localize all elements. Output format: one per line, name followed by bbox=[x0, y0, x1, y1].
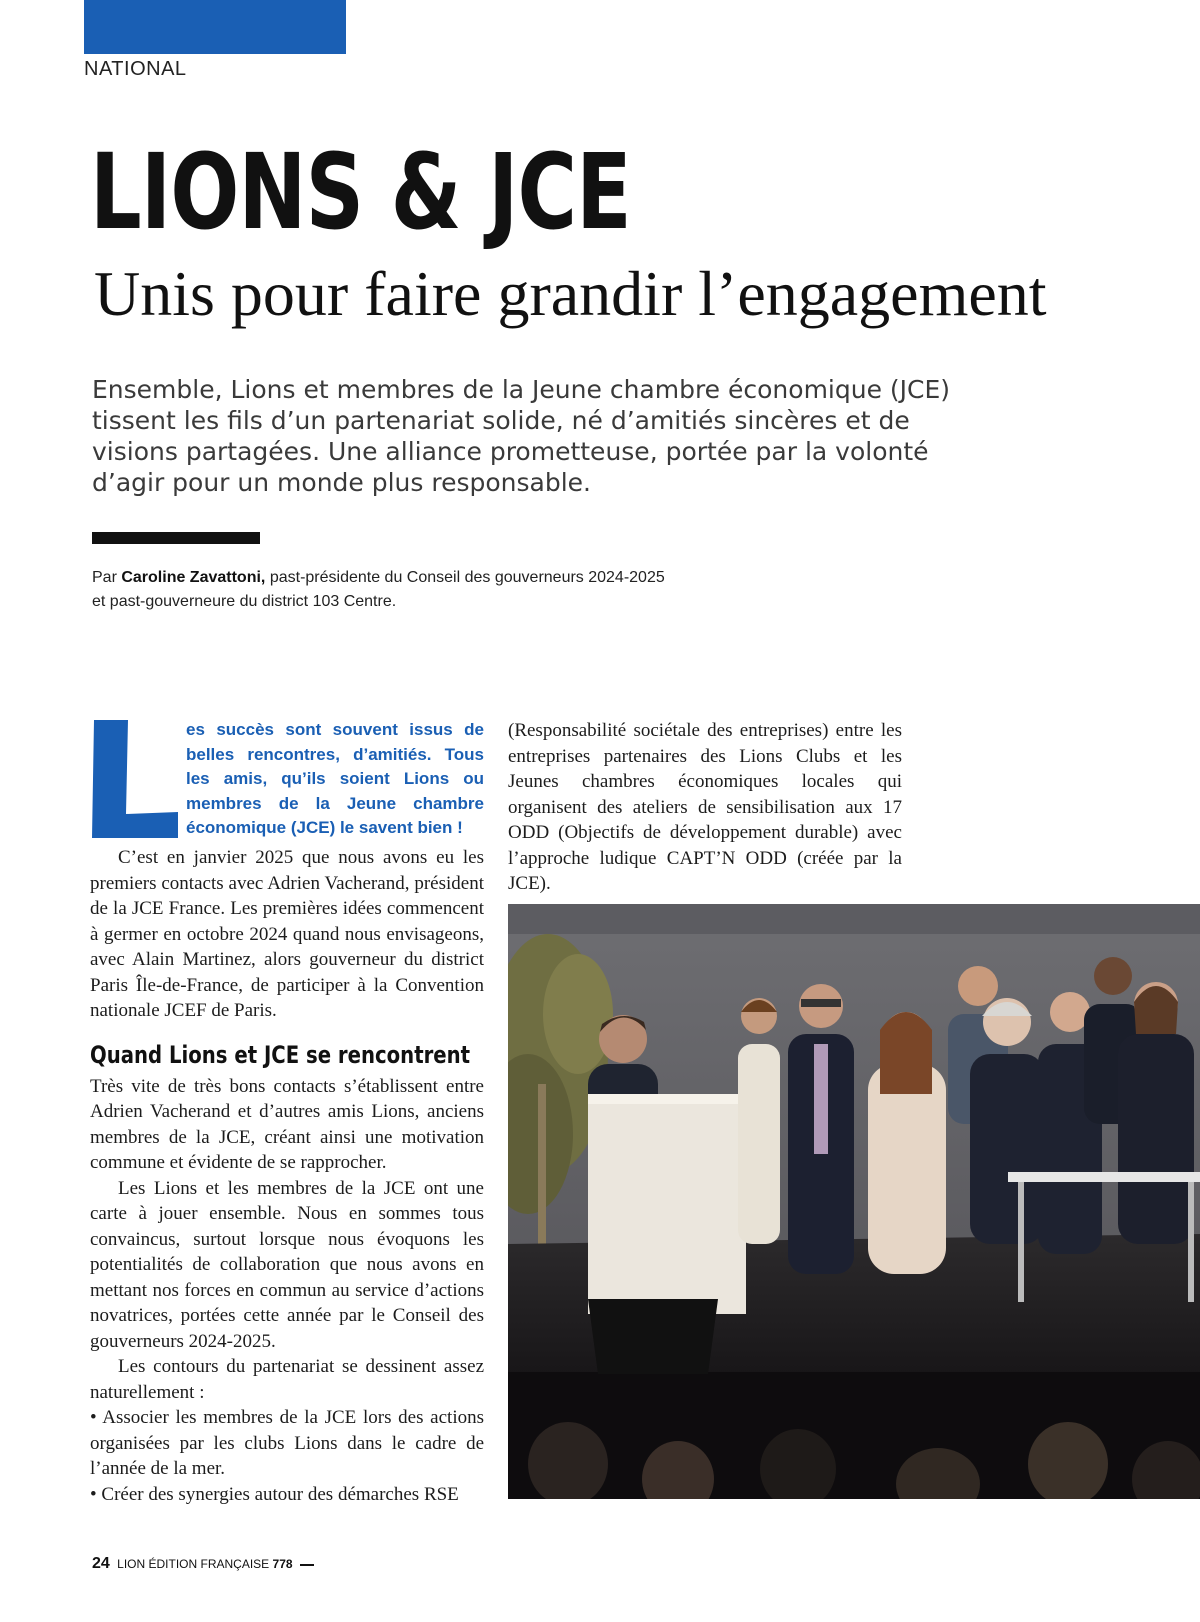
bullet-item: • Associer les membres de la JCE lors des actions organisées par les clubs Lions dans le cadre de l’année de la mer. bbox=[90, 1407, 484, 1479]
byline-rule bbox=[92, 532, 260, 544]
section-label: NATIONAL bbox=[84, 58, 187, 80]
body-paragraph: Les Lions et les membres de la JCE ont une carte à jouer ensemble. Nous en sommes tous convaincus, surtout lorsque nous évoquons les potentialités de collaboration que nous avons en mettant nos forces en commun au service d’actions novatrices, portées cette année par le Conseil des gouverneurs 2024-2025. bbox=[90, 1177, 484, 1352]
byline bbox=[92, 566, 892, 614]
stage-photo bbox=[508, 904, 1200, 1499]
page-number: 24 bbox=[92, 1555, 110, 1572]
magazine-name: LION ÉDITION FRANÇAISE bbox=[117, 1557, 270, 1571]
footer-dash bbox=[300, 1564, 314, 1566]
section-color-tab bbox=[84, 0, 346, 54]
byline-title: past-présidente du Conseil des gouverneurs 2024-2025 bbox=[265, 569, 665, 586]
subheadline: Unis pour faire grandir l’engagement bbox=[94, 258, 1047, 329]
body-paragraph: Très vite de très bons contacts s’établissent entre Adrien Vacherand et d’autres amis Lions, anciens membres de la JCE, créant ainsi une motivation commune et évidente de se rapprocher. bbox=[90, 1075, 484, 1173]
headline: LIONS & JCE bbox=[90, 131, 631, 253]
byline-author: Caroline Zavattoni, bbox=[121, 569, 266, 586]
bullet-item: • Créer des synergies autour des démarches RSE bbox=[90, 1483, 459, 1505]
body-column-1 bbox=[90, 845, 484, 1507]
issue-number: 778 bbox=[272, 1557, 293, 1571]
body-column-2 bbox=[508, 718, 902, 897]
body-paragraph: C’est en janvier 2025 que nous avons eu les premiers contacts avec Adrien Vacherand, président de la JCE France. Les premières idées commencent à germer en octobre 2024 quand nous envisageons, avec Alain Martinez, alors gouverneur du district Paris Île-de-France, de participer à la Convention nationale JCEF de Paris. bbox=[90, 847, 484, 1021]
body-paragraph: Les contours du partenariat se dessinent assez naturellement : bbox=[90, 1356, 484, 1403]
lede-paragraph: Ensemble, Lions et membres de la Jeune chambre économique (JCE) tissent les fils d’un partenariat solide, né d’amitiés sincères et de visions partagées. Une alliance prometteuse, portée par la volonté d’agir pour un monde plus responsable. bbox=[92, 375, 951, 497]
section-heading: Quand Lions et JCE se rencontrent bbox=[90, 1040, 471, 1069]
dropcap-l bbox=[92, 720, 178, 838]
byline-title-line2: et past-gouverneure du district 103 Centre. bbox=[92, 593, 397, 610]
intro-paragraph: es succès sont souvent issus de belles rencontres, d’amitiés. Tous les amis, qu’ils soient Lions ou membres de la Jeune chambre économique (JCE) le savent bien ! bbox=[186, 720, 484, 837]
page-footer bbox=[92, 1555, 314, 1573]
byline-prefix: Par bbox=[92, 569, 122, 586]
body-paragraph: (Responsabilité sociétale des entreprises) entre les entreprises partenaires des Lions Clubs et les Jeunes chambres économiques locales qui organisent des ateliers de sensibilisation aux 17 ODD (Objectifs de développement durable) avec l’approche ludique CAPT’N ODD (créée par la JCE). bbox=[508, 720, 902, 894]
